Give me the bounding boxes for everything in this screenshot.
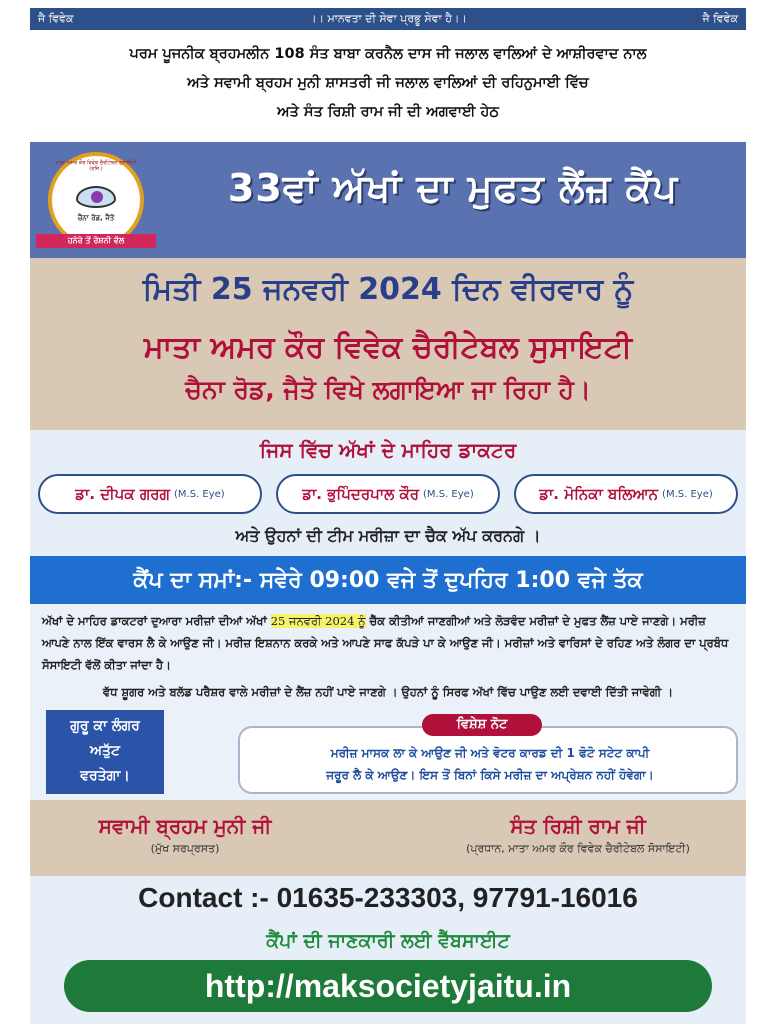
camp-date: ਮਿਤੀ 25 ਜਨਵਰੀ 2024 ਦਿਨ ਵੀਰਵਾਰ ਨੂੰ [142,271,634,307]
signatory-role: (ਮੁੱਖ ਸਰਪ੍ਰਸਤ) [150,842,220,855]
contact-section [30,876,746,1024]
langar-box [46,710,164,794]
signatory-patron [50,814,320,856]
top-banner-left: ਜੈ ਵਿਵੇਕ [38,12,74,25]
signatory-president [418,814,738,856]
doctors-section [30,430,746,556]
website-label: ਕੈਂਪਾਂ ਦੀ ਜਾਣਕਾਰੀ ਲਈ ਵੈੱਬਸਾਈਟ [266,930,510,952]
signatories [30,800,746,876]
special-note-tag: ਵਿਸ਼ੇਸ਼ ਨੋਟ [422,714,542,736]
info-paragraph [30,604,746,680]
doctor-name: ਡਾ. ਮੋਨਿਕਾ ਬਲਿਆਨ [539,485,659,503]
doctor-badge [276,474,500,514]
top-banner-right: ਜੈ ਵਿਵੇਕ [702,12,738,25]
info-text-1: ਅੱਖਾਂ ਦੇ ਮਾਹਿਰ ਡਾਕਟਰਾਂ ਦੁਆਰਾ ਮਰੀਜ਼ਾਂ ਦੀਆਂ ਅੱਖਾਂ [42,614,271,628]
camp-location: ਚੈਨਾ ਰੋਡ, ਜੈਤੋ ਵਿਖੇ ਲਗਾਇਆ ਜਾ ਰਿਹਾ ਹੈ। [185,375,591,404]
blessing-line-1: ਪਰਮ ਪੂਜਨੀਕ ਬ੍ਰਹਮਲੀਨ 108 ਸੰਤ ਬਾਬਾ ਕਰਨੈਲ ਦਾਸ ਜੀ ਜਲਾਲ ਵਾਲਿਆਂ ਦੇ ਆਸ਼ੀਰਵਾਦ ਨਾਲ [129,46,647,62]
doctor-badge [38,474,262,514]
doctor-degree: (M.S. Eye) [662,488,713,500]
signatory-name: ਸੰਤ ਰਿਸ਼ੀ ਰਾਮ ਜੀ [510,814,646,838]
doctor-degree: (M.S. Eye) [423,488,474,500]
camp-timing [30,556,746,604]
logo-ribbon: ਹਨੇਰੇ ਤੋਂ ਰੋਸ਼ਨੀ ਵੱਲ [36,234,156,248]
signatory-role: (ਪ੍ਰਧਾਨ, ਮਾਤਾ ਅਮਰ ਕੌਰ ਵਿਵੇਕ ਚੈਰੀਟੇਬਲ ਸੋਸਾਇਟੀ) [466,842,690,855]
blessing-line-3: ਅਤੇ ਸੰਤ ਰਿਸ਼ੀ ਰਾਮ ਜੀ ਦੀ ਅਗਵਾਈ ਹੇਠ [277,104,499,120]
special-note-text [250,742,730,786]
doctor-degree: (M.S. Eye) [174,488,225,500]
title-band [30,142,746,258]
blessing-line-2: ਅਤੇ ਸਵਾਮੀ ਬ੍ਰਹਮ ਮੁਨੀ ਸ਼ਾਸਤਰੀ ਜੀ ਜਲਾਲ ਵਾਲਿਆਂ ਦੀ ਰਹਿਨੁਮਾਈ ਵਿੱਚ [187,75,589,91]
doctor-name: ਡਾ. ਦੀਪਕ ਗਰਗ [75,485,170,503]
warning-line: ਵੱਧ ਸ਼ੂਗਰ ਅਤੇ ਬਲੱਡ ਪਰੈਸ਼ਰ ਵਾਲੇ ਮਰੀਜ਼ਾਂ ਦੇ ਲੈਂਜ਼ ਨਹੀਂ ਪਾਏ ਜਾਣਗੇ । ਉਹਨਾਂ ਨੂੰ ਸਿਰਫ ਅੱਖਾਂ ਵਿੱਚ ਪਾਉਣ ਲਈ ਦਵਾਈ ਦਿੱਤੀ ਜਾਵੇਗੀ । [30,680,746,704]
eye-icon [76,186,116,208]
society-band [30,320,746,430]
doctor-name: ਡਾ. ਭੁਪਿੰਦਰਪਾਲ ਕੌਰ [302,485,420,503]
special-note-line-2: ਜਰੂਰ ਲੈ ਕੇ ਆਉਣ। ਇਸ ਤੋਂ ਬਿਨਾਂ ਕਿਸੇ ਮਰੀਜ਼ ਦਾ ਅਪ੍ਰੇਸ਼ਨ ਨਹੀਂ ਹੋਵੇਗਾ। [326,768,654,782]
blessing-text [30,40,746,127]
signatory-name: ਸਵਾਮੀ ਬ੍ਰਹਮ ਮੁਨੀ ਜੀ [98,814,272,838]
website-link[interactable]: http://maksocietyjaitu.in [64,960,712,1012]
special-note-box [238,726,738,794]
info-highlight-date: 25 ਜਨਵਰੀ 2024 ਨੂੰ [270,614,366,628]
info-text-2: ਚੈੱਕ ਕੀਤੀਆਂ ਜਾਣਗੀਆਂ ਅਤੇ ਲੋੜਵੰਦ ਮਰੀਜ਼ਾਂ ਦੇ ਮੁਫਤ ਲੈਂਜ਼ ਪਾਏ ਜਾਣਗੇ। ਮਰੀਜ਼ ਆਪਣੇ ਨਾਲ ਇੱਕ ਵਾਰਸ ਲੈ ਕੇ ਆਉਣ ਜੀ। ਮਰੀਜ਼ ਇਸ਼ਨਾਨ ਕਰਕੇ ਅਤੇ ਆਪਣੇ ਸਾਫ ਕੱਪੜੇ ਪਾ ਕੇ ਆਉਣ ਜੀ। ਮਰੀਜ਼ਾਂ ਅਤੇ ਵਾਰਿਸਾਂ ਦੇ ਰਹਿਣ ਅਤੇ ਲੰਗਰ ਦਾ ਪ੍ਰਬੰਧ ਸੋਸਾਇਟੀ ਵੱਲੋਂ ਕੀਤਾ ਜਾਂਦਾ ਹੈ। [42,614,729,672]
society-name: ਮਾਤਾ ਅਮਰ ਕੌਰ ਵਿਵੇਕ ਚੈਰੀਟੇਬਲ ਸੁਸਾਇਟੀ [143,330,633,365]
doctor-badge [514,474,738,514]
langar-line-1: ਗੁਰੂ ਕਾ ਲੰਗਰ [70,718,140,734]
langar-line-2: ਅਤੁੱਟ [90,743,120,759]
logo-inner-text: ਚੈਨਾ ਰੋਡ, ਜੈਤੋ [77,214,115,222]
top-banner-motto: ।। ਮਾਨਵਤਾ ਦੀ ਸੇਵਾ ਪ੍ਰਭੂ ਸੇਵਾ ਹੈ।। [309,12,467,25]
camp-title: 33ਵਾਂ ਅੱਖਾਂ ਦਾ ਮੁਫਤ ਲੈਂਜ਼ ਕੈਂਪ [227,166,679,210]
date-band [30,258,746,320]
logo-ring-text: ਮਾਤਾ ਅਮਰ ਕੌਰ ਵਿਵੇਕ ਚੈਰੀਟੇਬਲ ਸੁਸਾਇਟੀ (ਰਜਿ.) [55,160,137,172]
lower-section [30,704,746,800]
special-note-line-1: ਮਰੀਜ਼ ਮਾਸਕ ਲਾ ਕੇ ਆਉਣ ਜੀ ਅਤੇ ਵੋਟਰ ਕਾਰਡ ਦੀ 1 ਫੋਟੋ ਸਟੇਟ ਕਾਪੀ [330,746,650,760]
team-line: ਅਤੇ ਉਹਨਾਂ ਦੀ ਟੀਮ ਮਰੀਜ਼ਾ ਦਾ ਚੈਕ ਅੱਪ ਕਰਨਗੇ । [235,526,541,545]
contact-numbers: Contact :- 01635-233303, 97791-16016 [138,882,638,913]
doctor-list [38,474,738,514]
camp-timing-text: ਕੈਂਪ ਦਾ ਸਮਾਂ:- ਸਵੇਰੇ 09:00 ਵਜੇ ਤੋਂ ਦੁਪਹਿਰ 1:00 ਵਜੇ ਤੱਕ [133,567,643,593]
doctors-heading: ਜਿਸ ਵਿੱਚ ਅੱਖਾਂ ਦੇ ਮਾਹਿਰ ਡਾਕਟਰ [259,438,517,462]
top-banner [30,8,746,30]
langar-line-3: ਵਰਤੇਗਾ। [80,768,130,784]
